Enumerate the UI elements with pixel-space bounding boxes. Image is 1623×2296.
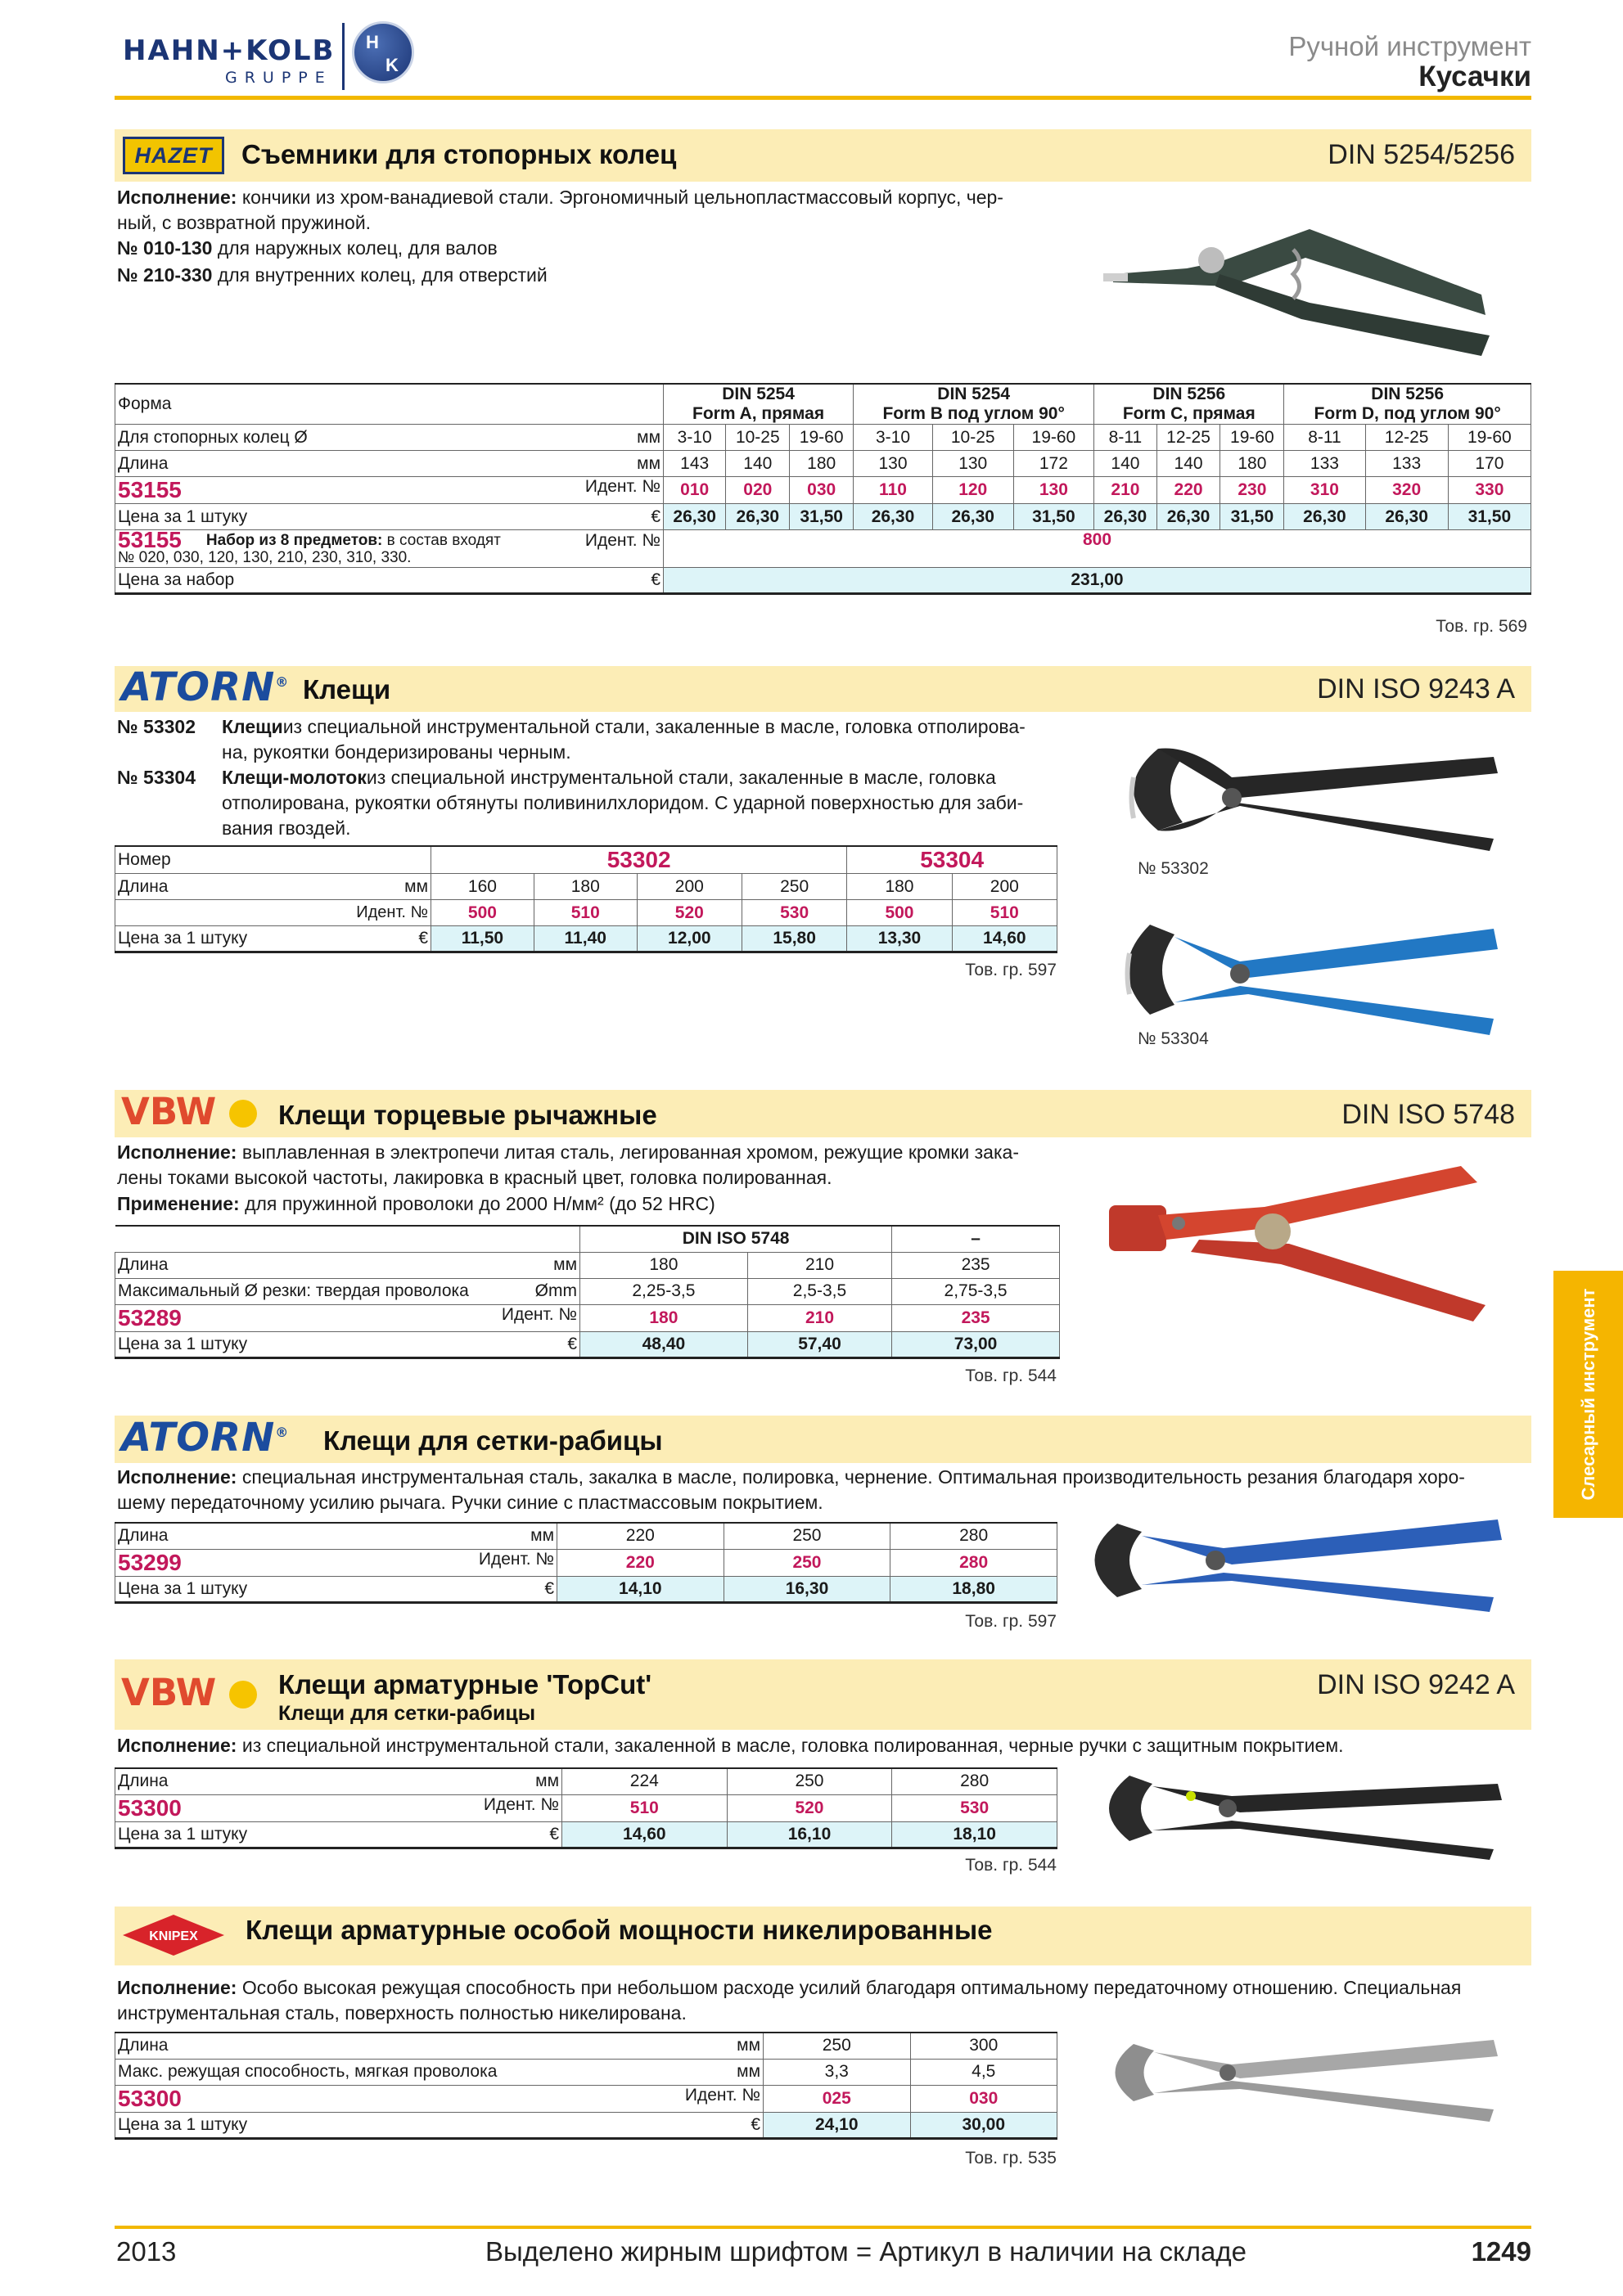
table-row: 53299 Идент. № 220 250 280 (115, 1549, 1057, 1576)
table-row: Длина мм 143 140 180 130 130 172 140 140 180 133 133 170 (115, 451, 1531, 477)
handle-brand-text: ATORN (1289, 1525, 1328, 1538)
section-bar-heavy-duty-pliers (115, 1907, 1531, 1965)
table-cell: 235 (892, 1304, 1060, 1331)
table-row: Длина мм 220 250 280 (115, 1523, 1057, 1549)
section-description: Исполнение: из специальной инструментальной стали, закаленной в масле, головка полированная, черные ручки с защитным покрытием. (117, 1735, 1344, 1756)
table-cell: 26,30 (1365, 504, 1448, 530)
din-standard: DIN 5254/5256 (1328, 139, 1515, 170)
table-cell: 180 (790, 451, 854, 477)
table-cell: 500 (847, 900, 952, 926)
table-cell: 530 (892, 1794, 1057, 1821)
din-standard: DIN ISO 5748 (1341, 1099, 1515, 1130)
section-application: Применение: для пружинной проволоки до 2000 Н/мм² (до 52 HRC) (117, 1193, 715, 1214)
table-cell: 19-60 (1220, 425, 1284, 451)
table-cell: 2,25-3,5 (580, 1278, 748, 1304)
table-row: Цена за 1 штуку € 24,10 30,00 (115, 2112, 1057, 2138)
section-description: Исполнение: Особо высокая режущая способность при небольшом расходе усилий благодаря оптимальному передаточному отношению. Специальная инструментальная сталь, поверхность полностью никелирована. (117, 1977, 1462, 2024)
section-title: Клещи арматурные 'TopCut' (278, 1669, 652, 1699)
footer-year: 2013 (116, 2236, 177, 2267)
table-cell: 14,60 (562, 1821, 728, 1848)
table-cell: 8-11 (1284, 425, 1365, 451)
table-row: Цена за 1 штуку € 48,40 57,40 73,00 (115, 1331, 1060, 1357)
table-row: Цена за 1 штуку € 14,60 16,10 18,10 (115, 1821, 1057, 1848)
table-cell: 250 (724, 1523, 890, 1549)
table-cell: 025 (764, 2085, 911, 2112)
table-cell: 11,50 (431, 926, 534, 952)
table-cell: 280 (890, 1523, 1057, 1549)
brand-logo-subtext: GRUPPE (225, 69, 332, 87)
table-cell: 030 (790, 477, 854, 504)
heavy-duty-pliers-image (1101, 2028, 1502, 2126)
table-cell: 4,5 (910, 2059, 1057, 2085)
table-cell: 133 (1365, 451, 1448, 477)
table-cell: 510 (534, 900, 637, 926)
product-group: Тов. гр. 544 (965, 1366, 1057, 1385)
table-cell: 57,40 (747, 1331, 891, 1357)
table-cell: 030 (910, 2085, 1057, 2112)
table-cell: 170 (1448, 451, 1531, 477)
table-row: 53289 Идент. № 180 210 235 (115, 1304, 1060, 1331)
group-header: DIN 5254 Form A, прямая (664, 384, 854, 425)
table-cell: 180 (534, 874, 637, 900)
table-cell: 24,10 (764, 2112, 911, 2138)
product-group: Тов. гр. 535 (965, 2149, 1057, 2168)
table-cell: 530 (742, 900, 846, 926)
table-row: Цена за 1 штуку € 14,10 16,30 18,80 (115, 1576, 1057, 1602)
table-cell: 280 (890, 1549, 1057, 1576)
section-subtitle: Клещи для сетки-рабицы (278, 1702, 536, 1725)
knipex-logo-text: KNIPEX (149, 1929, 198, 1943)
table-cell: 180 (580, 1252, 748, 1278)
section-bar-retaining-ring-pliers (115, 129, 1531, 182)
header-form: Форма (115, 384, 664, 425)
table-cell: 14,60 (952, 926, 1057, 952)
table-cell: 210 (747, 1252, 891, 1278)
table-cell: 160 (431, 874, 534, 900)
hazet-logo: HAZET (123, 137, 224, 174)
vbw-logo-dot (229, 1681, 257, 1708)
table-cell: 140 (1094, 451, 1156, 477)
table-row: Длина мм 160 180 200 250 180 200 (115, 874, 1057, 900)
lever-end-cutters-image (1101, 1150, 1502, 1330)
table-row: Длина мм 180 210 235 (115, 1252, 1060, 1278)
table-cell: 280 (892, 1768, 1057, 1794)
hk-globe-logo: H K (352, 21, 414, 83)
table-row: 53300 Идент. № 510 520 530 (115, 1794, 1057, 1821)
table-row: Цена за 1 штуку € 11,50 11,40 12,00 15,80 13,30 14,60 (115, 926, 1057, 952)
vbw-logo: VBW (121, 1090, 217, 1133)
table-cell: 180 (1220, 451, 1284, 477)
table-cell: 300 (910, 2033, 1057, 2059)
table-cell: 180 (580, 1304, 748, 1331)
table-cell: 31,50 (790, 504, 854, 530)
brand-logo-text: HAHN+KOLB (123, 34, 336, 67)
table-cell: 250 (764, 2033, 911, 2059)
table-cell: 130 (1013, 477, 1094, 504)
group-header: DIN 5256 Form C, прямая (1094, 384, 1284, 425)
table-cell: 10-25 (726, 425, 790, 451)
table-row: Для стопорных колец Ø мм 3-10 10-25 19-60 3-10 10-25 19-60 8-11 12-25 19-60 8-11 12-25 19-60 (115, 425, 1531, 451)
table-cell: 2,75-3,5 (892, 1278, 1060, 1304)
table-cell: 520 (727, 1794, 892, 1821)
table-cell: 220 (557, 1523, 724, 1549)
fence-pliers-table (115, 1522, 1057, 1604)
footer-rule (115, 2226, 1531, 2229)
retaining-ring-pliers-image (1097, 205, 1514, 364)
retaining-ring-pliers-table (115, 383, 1531, 595)
table-row: Макс. режущая способность, мягкая проволока мм 3,3 4,5 (115, 2059, 1057, 2085)
table-cell: 26,30 (932, 504, 1013, 530)
image-caption: № 53302 (1138, 859, 1209, 878)
section-title: Клещи для сетки-рабицы (323, 1425, 663, 1456)
table-cell: 020 (726, 477, 790, 504)
table-cell: 210 (1094, 477, 1156, 504)
table-cell: 250 (742, 874, 846, 900)
section-description: Исполнение: специальная инструментальная сталь, закалка в масле, полировка, чернение. Оптимальная производительность резания благодаря хоро- шему передаточному усилию рычага. Ручки синие с пластмассовым покрытием. (117, 1466, 1465, 1513)
din-standard: DIN ISO 9243 A (1317, 673, 1515, 705)
section-bar-lever-end-cutters (115, 1090, 1531, 1137)
table-cell: 320 (1365, 477, 1448, 504)
topcut-pliers-image (1097, 1763, 1506, 1862)
lever-end-cutters-table: DIN ISO 5748 – Длина мм 180 210 235 Максимальный Ø резки: твердая проволока Ømm 2,25-3,5 2,5-3,5 2,75-3,5 53289 Идент. № 180 210 235 Цена за 1 штуку € 48,40 57,40 73,00 (115, 1225, 1060, 1359)
group-header: DIN 5254 Form B под углом 90° (854, 384, 1094, 425)
table-cell: 520 (637, 900, 742, 926)
table-cell: 19-60 (790, 425, 854, 451)
knipex-logo (121, 1913, 226, 1957)
table-cell: 73,00 (892, 1331, 1060, 1357)
section-title: Клещи торцевые рычажные (278, 1100, 657, 1130)
section-title: Клещи (303, 674, 391, 705)
table-cell: 133 (1284, 451, 1365, 477)
variant-description: № 53302 Клещииз специальной инструментальной стали, закаленные в масле, головка отполирова- на, рукоятки бондеризированы черным. № 53304 Клещи-молотокиз специальной инструментальной стали, закаленные в масле, головка отполирована, рукоятки обтянуты поливинилхлоридом. С ударной поверхностью для заби- вания гвоздей. (117, 716, 1026, 839)
table-row: 53155 Идент. № 010 020 030 110 120 130 210 220 230 310 320 330 (115, 477, 1531, 504)
table-cell: 2,5-3,5 (747, 1278, 891, 1304)
table-cell: 12,00 (637, 926, 742, 952)
product-group: Тов. гр. 544 (965, 1856, 1057, 1875)
table-cell: 310 (1284, 477, 1365, 504)
table-cell: 16,10 (727, 1821, 892, 1848)
topcut-pliers-table (115, 1767, 1057, 1849)
fence-pliers-image (1084, 1507, 1510, 1614)
end-cutting-pliers-image (1109, 741, 1502, 855)
section-title: Съемники для стопорных колец (241, 139, 677, 169)
table-cell: 14,10 (557, 1576, 724, 1602)
vbw-logo: VBW (121, 1671, 217, 1714)
product-group: Тов. гр. 597 (965, 1612, 1057, 1631)
variant-line: № 210-330 для внутренних колец, для отверстий (117, 264, 548, 286)
table-cell: 230 (1220, 477, 1284, 504)
image-caption: № 53304 (1138, 1029, 1209, 1048)
table-cell: 500 (431, 900, 534, 926)
section-bar-end-cutting-pliers (115, 666, 1531, 712)
table-cell: 510 (562, 1794, 728, 1821)
atorn-logo: ATORN® (121, 664, 290, 710)
table-cell: 19-60 (1013, 425, 1094, 451)
table-cell: 110 (854, 477, 933, 504)
table-cell: 31,50 (1013, 504, 1094, 530)
table-cell: 26,30 (726, 504, 790, 530)
end-cutting-pliers-table: Номер 53302 53304 Длина мм 160 180 200 250 180 200 Идент. № 500 510 520 530 500 510 Цена за 1 штуку € 11,50 11,40 12,00 15,80 13,30 14,60 (115, 845, 1057, 953)
header-rule (115, 96, 1531, 100)
table-cell: 140 (1156, 451, 1220, 477)
table-cell: 224 (562, 1768, 728, 1794)
table-cell: 26,30 (854, 504, 933, 530)
subcategory-title: Кусачки (1418, 61, 1531, 92)
vbw-logo-dot (229, 1100, 257, 1128)
table-cell: 200 (637, 874, 742, 900)
table-cell: 31,50 (1220, 504, 1284, 530)
section-description: Исполнение: выплавленная в электропечи литая сталь, легированная хромом, режущие кромки зака- лены токами высокой частоты, лакировка в красный цвет, головка полированная. (117, 1141, 1019, 1188)
carpenters-pincers-image (1109, 912, 1502, 1043)
table-cell: 16,30 (724, 1576, 890, 1602)
table-cell: 48,40 (580, 1331, 748, 1357)
table-cell: 010 (664, 477, 726, 504)
table-cell: 12-25 (1365, 425, 1448, 451)
table-cell: 31,50 (1448, 504, 1531, 530)
table-row: Цена за набор € 231,00 (115, 568, 1531, 594)
table-cell: 15,80 (742, 926, 846, 952)
table-row: Идент. № 500 510 520 530 500 510 (115, 900, 1057, 926)
section-title: Клещи арматурные особой мощности никелированные (246, 1915, 993, 1945)
table-cell: 13,30 (847, 926, 952, 952)
table-cell: 8-11 (1094, 425, 1156, 451)
table-cell: 26,30 (1284, 504, 1365, 530)
section-bar-fence-pliers (115, 1416, 1531, 1463)
table-cell: 330 (1448, 477, 1531, 504)
table-cell: 26,30 (1094, 504, 1156, 530)
variant-line: № 010-130 для наружных колец, для валов (117, 237, 498, 259)
table-cell: 235 (892, 1252, 1060, 1278)
table-row: Длина мм 250 300 (115, 2033, 1057, 2059)
table-cell: 10-25 (932, 425, 1013, 451)
table-cell: 210 (747, 1304, 891, 1331)
side-category-tab[interactable] (1553, 1271, 1623, 1518)
heavy-duty-pliers-table (115, 2032, 1057, 2140)
table-cell: 143 (664, 451, 726, 477)
page-number: 1249 (1471, 2236, 1531, 2267)
table-cell: 26,30 (1156, 504, 1220, 530)
group-header: DIN 5256 Form D, под углом 90° (1284, 384, 1531, 425)
table-cell: 140 (726, 451, 790, 477)
table-cell: 200 (952, 874, 1057, 900)
section-description: Исполнение: кончики из хром-ванадиевой стали. Эргономичный цельнопластмассовый корпус, чер- ный, с возвратной пружиной. (117, 187, 1003, 233)
table-cell: 18,80 (890, 1576, 1057, 1602)
table-cell: 250 (724, 1549, 890, 1576)
table-row: Цена за 1 штуку € 26,30 26,30 31,50 26,30 26,30 31,50 26,30 26,30 31,50 26,30 26,30 31,50 (115, 504, 1531, 530)
category-title: Ручной инструмент (1288, 31, 1531, 61)
table-cell: 3-10 (854, 425, 933, 451)
table-row: Максимальный Ø резки: твердая проволока Ømm 2,25-3,5 2,5-3,5 2,75-3,5 (115, 1278, 1060, 1304)
table-cell: 30,00 (910, 2112, 1057, 2138)
brand-divider (342, 23, 345, 90)
table-cell: 250 (727, 1768, 892, 1794)
table-cell: 11,40 (534, 926, 637, 952)
table-cell: 3,3 (764, 2059, 911, 2085)
table-cell: 26,30 (664, 504, 726, 530)
footer-note: Выделено жирным шрифтом = Артикул в наличии на складе (485, 2236, 1247, 2267)
product-group: Тов. гр. 569 (1436, 617, 1527, 636)
section-bar-topcut-pliers (115, 1659, 1531, 1730)
table-row: Длина мм 224 250 280 (115, 1768, 1057, 1794)
table-cell: 19-60 (1448, 425, 1531, 451)
table-row: 53155 Набор из 8 предметов: в состав входят № 020, 030, 120, 130, 210, 230, 310, 330. Идент. № 800 (115, 530, 1531, 568)
din-standard: DIN ISO 9242 A (1317, 1669, 1515, 1700)
table-cell: 220 (1156, 477, 1220, 504)
table-cell: 172 (1013, 451, 1094, 477)
side-tab-label: Слесарный инструмент (1577, 1288, 1598, 1501)
table-row: 53300 Идент. № 025 030 (115, 2085, 1057, 2112)
table-cell: 220 (557, 1549, 724, 1576)
table-cell: 130 (932, 451, 1013, 477)
table-cell: 180 (847, 874, 952, 900)
atorn-logo: ATORN® (121, 1415, 290, 1461)
table-cell: 130 (854, 451, 933, 477)
table-cell: 18,10 (892, 1821, 1057, 1848)
table-cell: 120 (932, 477, 1013, 504)
table-cell: 12-25 (1156, 425, 1220, 451)
product-group: Тов. гр. 597 (965, 961, 1057, 979)
table-cell: 510 (952, 900, 1057, 926)
table-cell: 3-10 (664, 425, 726, 451)
